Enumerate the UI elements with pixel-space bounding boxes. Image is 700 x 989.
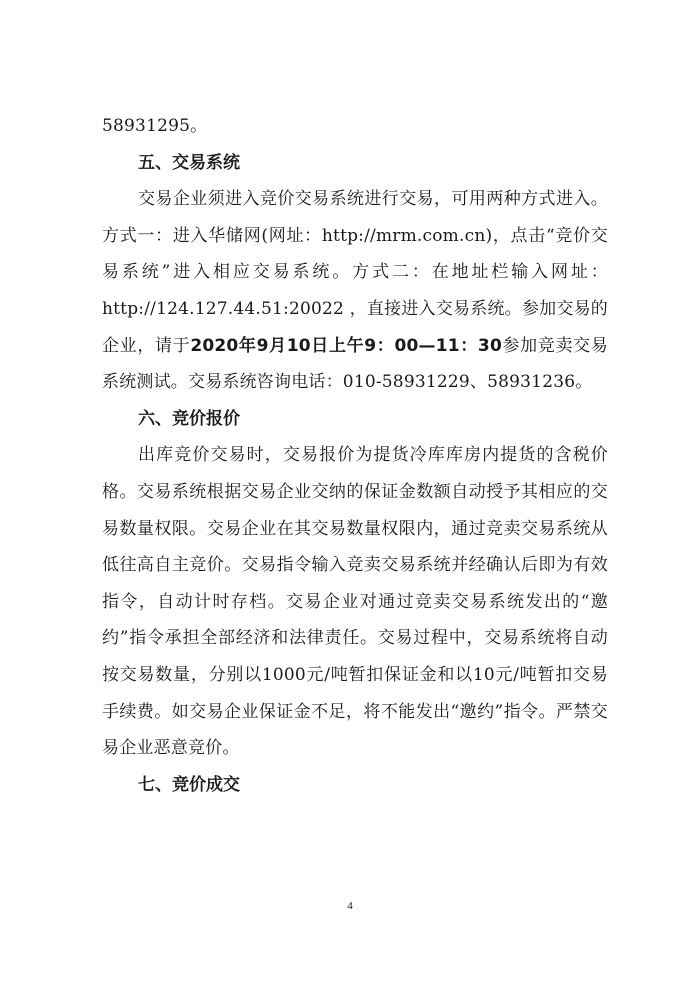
section-heading-bidding-quote: 六、竞价报价	[138, 408, 240, 429]
section-heading-trading-system: 五、交易系统	[138, 152, 240, 173]
trading-system-text-b: 参加竞卖交易系统测试。交易系统咨询电话：010-58931229、58931236。	[102, 335, 608, 393]
test-time-bold: 2020年9月10日上午9：00—11：30	[190, 335, 502, 356]
trading-system-text-a: 交易企业须进入竞价交易系统进行交易，可用两种方式进入。方式一：进入华储网(网址：http://mrm.com.cn)，点击“竞价交易系统”进入相应交易系统。方式二：在地址栏输入网址：http://124.127.44.51:20022 ，直接进入交易系统。参加交易的企业，请于	[102, 189, 608, 356]
continued-text: 58931295。	[102, 116, 208, 136]
section-heading-bid-deal: 七、竞价成交	[138, 774, 240, 795]
bidding-quote-paragraph: 出库竞价交易时，交易报价为提货冷库库房内提货的含税价格。交易系统根据交易企业交纳的保证金数额自动授予其相应的交易数量权限。交易企业在其交易数量权限内，通过竞卖交易系统从低往高自主竞价。交易指令输入竞卖交易系统并经确认后即为有效指令，自动计时存档。交易企业对通过竞卖交易系统发出的“邀约”指令承担全部经济和法律责任。交易过程中，交易系统将自动按交易数量，分别以1000元/吨暂扣保证金和以10元/吨暂扣交易手续费。如交易企业保证金不足，将不能发出“邀约”指令。严禁交易企业恶意竞价。	[102, 445, 608, 759]
trading-system-paragraph	[102, 181, 608, 401]
page-number: 4	[347, 900, 353, 912]
